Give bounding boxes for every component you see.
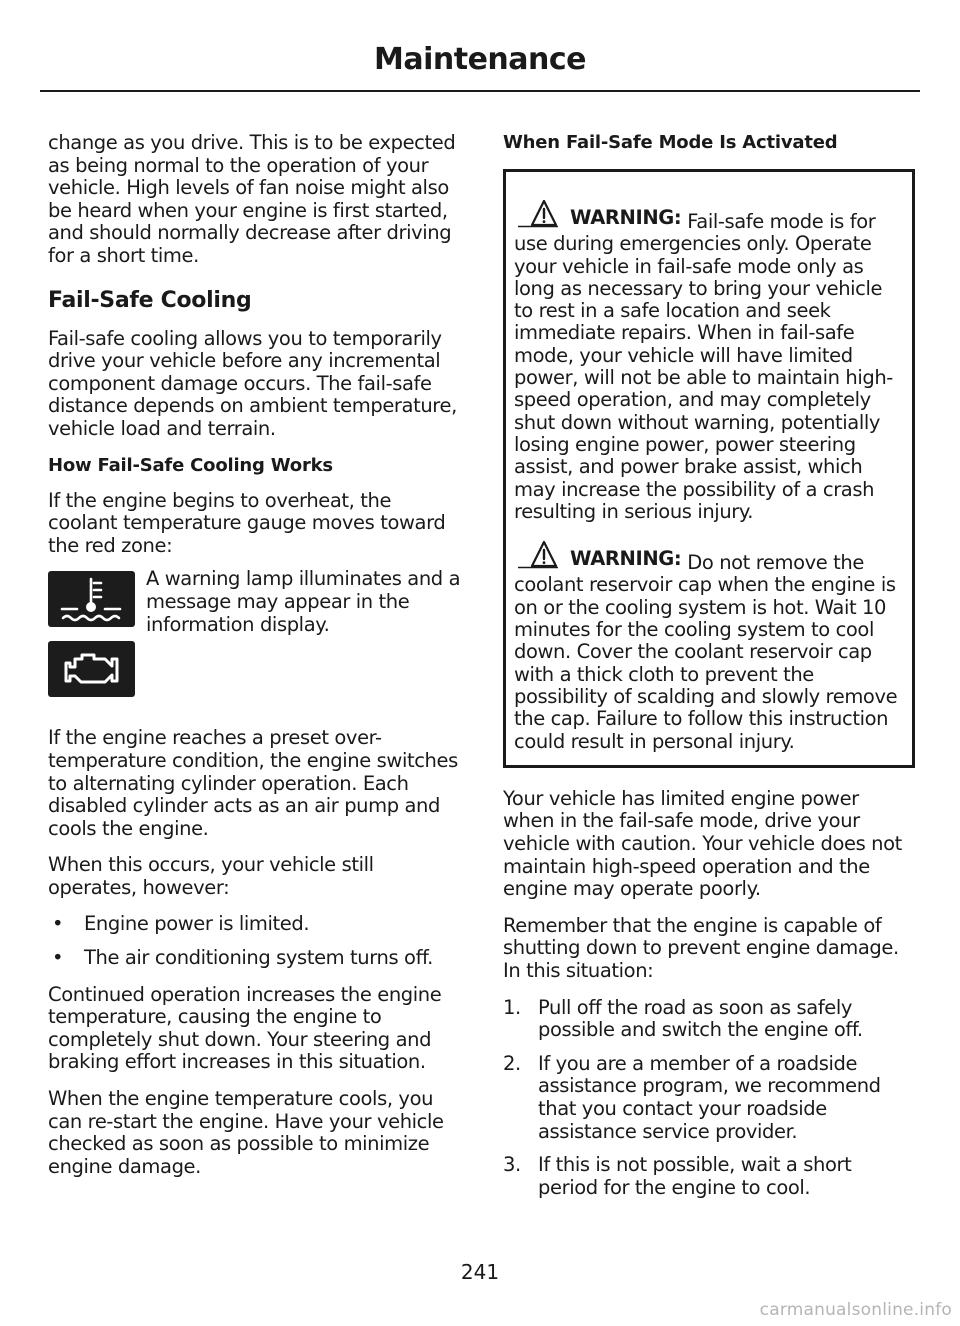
bullet-text: The air conditioning system turns off. (84, 946, 433, 970)
step-text: Pull off the road as soon as safely possible and switch the engine off. (538, 995, 863, 1042)
list-item (48, 947, 462, 970)
bullet-marker: • (52, 912, 64, 936)
occurs-paragraph: When this occurs, your vehicle still operates, however: (48, 853, 374, 899)
subsection-title: How Fail-Safe Cooling Works (48, 454, 333, 476)
cools-paragraph: When the engine temperature cools, you can re-start the engine. Have your vehicle checked as soon as possible to minimize engine damage. (48, 1087, 444, 1178)
list-item (503, 1053, 915, 1143)
failsafe-mode-heading: When Fail-Safe Mode Is Activated (503, 132, 838, 153)
page-number: 241 (460, 1260, 500, 1284)
warning-box (503, 169, 915, 768)
warning-label: WARNING: (570, 546, 682, 570)
list-item (503, 997, 915, 1042)
bullet-list (48, 913, 462, 969)
limited-power-paragraph: Your vehicle has limited engine power when in the fail-safe mode, drive your vehicle with caution. Your vehicle does not maintain high-speed operation and the engine may operate poorly. (503, 786, 902, 901)
warning-paragraph (514, 539, 904, 753)
page-title: Maintenance (373, 42, 586, 77)
list-item (503, 1154, 915, 1199)
bullet-marker: • (52, 946, 64, 970)
intro-paragraph: change as you drive. This is to be expected as being normal to the operation of your vehicle. High levels of fan noise might also be heard when your engine is first started, and should normally decrease after driving for a short time. (48, 131, 456, 267)
header-divider (40, 90, 920, 92)
warning-paragraph (514, 198, 904, 523)
step-number: 1. (503, 995, 521, 1019)
step-text: If this is not possible, wait a short period for the engine to cool. (538, 1153, 852, 1199)
step-text: If you are a member of a roadside assistance program, we recommend that you contact your roadside assistance service provider. (538, 1051, 881, 1143)
step-number: 2. (503, 1051, 521, 1075)
left-column (48, 132, 462, 1192)
list-item (48, 913, 462, 936)
right-column (503, 132, 915, 1210)
overheat-paragraph: If the engine begins to overheat, the coolant temperature gauge moves toward the red zone: (48, 488, 446, 557)
warning-header (516, 198, 687, 229)
warning-triangle-icon (516, 198, 560, 228)
steps-list (503, 997, 915, 1200)
watermark: carmanualsonline.info (759, 1300, 952, 1320)
warning-lamps (48, 567, 462, 707)
warning-header (516, 539, 687, 570)
continued-paragraph: Continued operation increases the engine temperature, causing the engine to completely shut down. Your steering and braking effort increases in this situation. (48, 982, 442, 1074)
preset-paragraph: If the engine reaches a preset over-temperature condition, the engine switches to alternating cylinder operation. Each disabled cylinder acts as an air pump and cools the engine. (48, 726, 458, 840)
check-engine-icon (48, 641, 135, 697)
step-number: 3. (503, 1153, 521, 1177)
warning-label: WARNING: (570, 205, 682, 229)
bullet-text: Engine power is limited. (84, 912, 310, 936)
coolant-temperature-icon (48, 571, 135, 627)
section-intro-paragraph: Fail-safe cooling allows you to temporarily drive your vehicle before any incremental component damage occurs. The fail-safe distance depends on ambient temperature, vehicle load and terrain. (48, 326, 457, 440)
warning-text: Fail-safe mode is for use during emergencies only. Operate your vehicle in fail-safe mode only as long as necessary to bring your vehicle to rest in a safe location and seek immediate repairs. When in fail-safe mode, your vehicle will have limited power, will not be able to maintain high-speed operation, and may completely shut down without warning, potentially losing engine power, power steering assist, and power brake assist, which may increase the possibility of a crash resulting in serious injury. (514, 210, 893, 523)
warning-lamp-description: A warning lamp illuminates and a message may appear in the information display. (146, 567, 461, 636)
warning-triangle-icon (516, 539, 560, 569)
section-title: Fail-Safe Cooling (48, 287, 252, 313)
warning-text: Do not remove the coolant reservoir cap when the engine is on or the cooling system is hot. Wait 10 minutes for the cooling system to cool down. Cover the coolant reservoir cap with a thick cloth to prevent the possibility of scalding and slowly remove the cap. Failure to follow this instruction could result in personal injury. (514, 551, 898, 753)
remember-paragraph: Remember that the engine is capable of shutting down to prevent engine damage. In this situation: (503, 913, 899, 982)
